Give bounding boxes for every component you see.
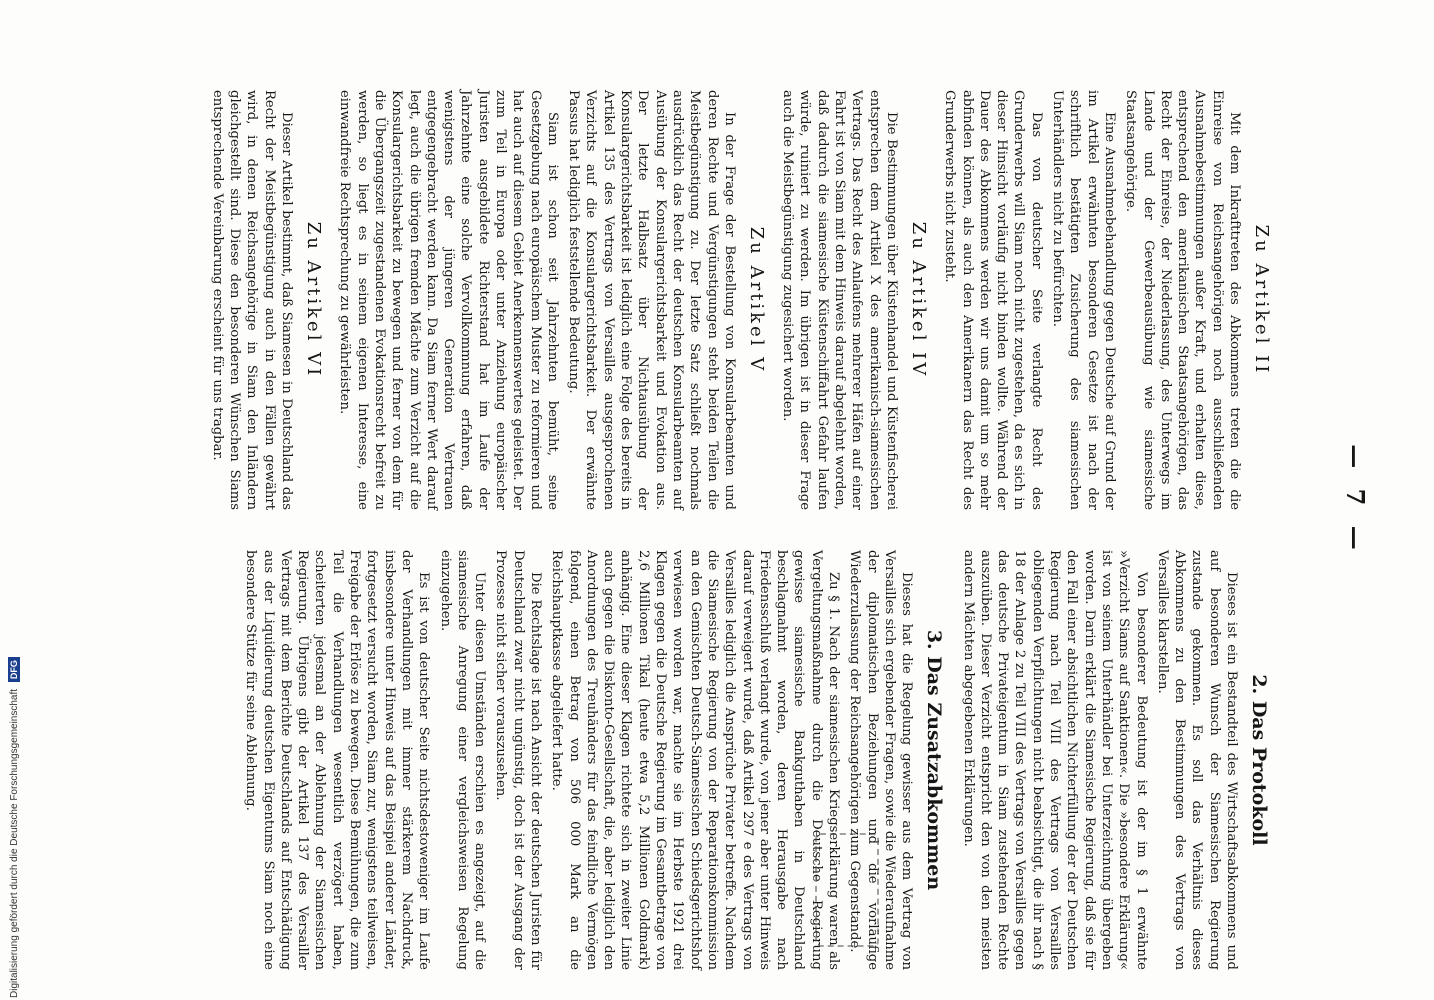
paragraph: Dieses hat die Regelung gewisser aus dem Vertrag von Versailles sich ergebender Fragen, sowie die Wiederaufnahme der diplomatischen Beziehungen und die vorläufige Wiederzulassung der Reichsangehörigen zum Gegenstande. bbox=[847, 550, 915, 970]
paragraph: Eine Ausnahmebehandlung gegen Deutsche auf Grund der im Artikel erwähnten besonderen Gesetze ist nach der schriftlich bestätigten Zusicherung des siamesischen Unterhändlers nicht zu befürchten. bbox=[1050, 90, 1117, 510]
paragraph: Die Rechtslage ist nach Ansicht der deutschen Juristen für Deutschland zwar nicht ungünstig, doch ist der Ausgang der Prozesse nicht sicher vorauszusehen. bbox=[493, 550, 544, 970]
paragraph: Unter diesen Umständen erschien es angezeigt, auf die siamesische Anregung einer vergleichsweisen Regelung einzugehen. bbox=[437, 550, 488, 970]
paragraph: Es ist von deutscher Seite nichtsdestoweniger im Laufe der Verhandlungen mit immer stärkerem Nachdruck, insbesondere unter Hinweis auf das Beispiel anderer Länder, fortgesetzt versucht worden, Siam zur, wenigstens teilweisen, Freigabe der Erlöse zu bewegen. Diese Bemühungen, die zum Teil die Verhandlungen wesentlich verzögert haben, scheiterten jedesmal an der Ablehnung der Siamesischen Regierung. Übrigens gibt der Artikel 137 des Versailler Vertrags mit dem Berichte Deutschlands auf Entschädigung aus der Liquidierung deutschen Eigentums Siam noch eine besondere Stütze für seine Ablehnung. bbox=[243, 550, 432, 970]
page-number: — 7 — bbox=[1341, 444, 1370, 556]
paragraph: Siam ist schon seit Jahrzehnten bemüht, seine Gesetzgebung nach europäischem Muster zu reformieren und hat auch auf diesem Gebiet Anerkennenswertes geleistet. Der zum Teil in Europa oder unter Anziehung europäischer Juristen ausgebildete Richterstand hat im Laufe der Jahrzehnte eine solche Vervollkommnung erfahren, daß wenigstens der jüngeren Generation Vertrauen entgegengebracht werden kann. Da Siam ferner Wert darauf legt, auch die übrigen fremden Mächte zum Verzicht auf die Konsulargerichtsbarkeit zu bewegen und ferner von dem für die Übergangszeit zugestandenen Evokationsrecht befreit zu werden, so liegt es in seinem eigenen Interesse, eine einwandfreie Rechtsprechung zu gewährleisten. bbox=[337, 90, 560, 510]
paragraph: Zu § 1. Nach der siamesischen Kriegserklärung waren als Vergeltungsmaßnahme durch die Deutsche Regierung gewisse siamesische Bankguthaben in Deutschland beschlagnahmt worden, deren Herausgabe nach Friedensschluß verlangt wurde, von jener aber unter Hinweis darauf verweigert wurde, daß Artikel 297 e des Vertrags von Versailles lediglich die Ansprüche Privater betreffe. Nachdem die Siamesische Regierung von der Reparationskommission an den Gemischten Deutsch-Siamesischen Schiedsgerichtshof verwiesen worden war, machte sie im Herbste 1921 drei Klagen gegen die Deutsche Regierung im Gesamtbetrage von 2,6 Millionen Tikal (heute etwa 5,2 Millionen Goldmark) anhängig. Eine dieser Klagen richtete sich in zweiter Linie auch gegen die Diskonto-Gesellschaft, die, aber lediglich den Anordnungen des Treuhänders für das feindliche Vermögen folgend, einen Betrag von 506 000 Mark an die Reichshauptkasse abgeliefert hatte. bbox=[549, 550, 842, 970]
paragraph: Mit dem Inkrafttreten des Abkommens treten die die Einreise von Reichsangehörigen noch ausschließenden Ausnahmebestimmungen außer Kraft, und erhalten diese, entsprechend den amerikanischen Staatsangehörigen, das Recht der Einreise, der Niederlassung, des Unterwegs im Lande und der Gewerbeausübung wie siamesische Staatsangehörige. bbox=[1123, 90, 1242, 510]
paragraph: Dieser Artikel bestimmt, daß Siamesen in Deutschland das Recht der Meistbegünstigung auch in den Fällen gewährt wird, in denen Reichsangehörige in Siam den Inländern gleichgestellt sind. Diese den besonderen Wünschen Siams entsprechende Vereinbarung erscheint für uns tragbar. bbox=[209, 90, 295, 510]
article-v-heading: Zu Artikel V bbox=[745, 226, 767, 374]
library-stamp bbox=[815, 833, 879, 947]
right-column bbox=[238, 550, 1284, 970]
protokoll-heading: 2. Das Protokoll bbox=[1248, 674, 1270, 846]
paragraph: Die Bestimmungen über Küstenhandel und Küstenfischerei entsprechen dem Artikel X des amerikanisch-siamesischen Vertrags. Das Recht des Anlaufens mehrerer Häfen auf einer Fahrt ist von Siam mit dem Hinweis darauf abgelehnt worden, daß dadurch die siamesische Küstenschiffahrt Gefahr laufen würde, ruiniert zu werden. Im übrigen ist in dieser Frage auch die Meistbegünstigung zugesichert worden. bbox=[780, 90, 899, 510]
paragraph: In der Frage der Bestellung von Konsularbeamten und deren Rechte und Vergünstigungen steht beiden Teilen die Meistbegünstigung zu. Der letzte Satz schließt nochmals ausdrücklich das Recht der deutschen Konsularbeamten auf Ausübung der Konsulargerichtsbarkeit und Evokation aus. Der letzte Halbsatz über Nichtausübung der Konsulargerichtsbarkeit ist lediglich eine Folge des bereits in Artikel 135 des Vertrags von Versailles ausgesprochenen Verzichts auf die Konsulargerichtsbarkeit. Der erwähnte Passus hat lediglich feststellende Bedeutung. bbox=[566, 90, 737, 510]
paragraph: Das von deutscher Seite verlangte Recht des Grunderwerbs will Siam noch nicht zugestehen, da es sich in dieser Hinsicht vorläufig nicht binden wollte. Während der Dauer des Abkommens werden wir uns damit um so mehr abfinden können, als auch den Amerikanern das Recht des Grunderwerbs nicht zusteht. bbox=[942, 90, 1044, 510]
dfg-logo-icon: DFG bbox=[8, 657, 20, 682]
left-column bbox=[205, 90, 1284, 510]
zusatzabkommen-heading: 3. Das Zusatzabkommen bbox=[923, 629, 946, 891]
paragraph: Dieses ist ein Bestandteil des Wirtschaftsabkommens und auf besonderen Wunsch der Siamesischen Regierung zustande gekommen. Es soll das Verhältnis dieses Abkommens zu den Bestimmungen des Vertrags von Versailles klarstellen. bbox=[1154, 550, 1239, 970]
article-ii-heading: Zu Artikel II bbox=[1251, 224, 1272, 376]
credit-text: Digitalisierung gefördert durch die Deutsche Forschungsgemeinschaft bbox=[9, 688, 20, 998]
paragraph: Von besonderer Bedeutung ist der im § 1 erwähnte »Verzicht Siams auf Sanktionen«. Die »besondere Erklärung« ist von seinem Unterhändler bei Unterzeichnung übergeben worden. Darin erklärt die Siamesische Regierung, daß sie für den Fall einer absichtlichen Nichterfüllung der der Deutschen Regierung nach Teil VIII des Vertrags von Versailles obliegenden Verpflichtungen nicht beabsichtigt, die ihr nach § 18 der Anlage 2 zu Teil VIII des Vertrags von Versailles gegen das deutsche Privateigentum in Siam zustehenden Rechte auszuüben. Dieser Verzicht entspricht den von den meisten andern Mächten abgegebenen Erklärungen. bbox=[960, 550, 1149, 970]
digitization-credit bbox=[8, 598, 20, 998]
article-iv-heading: Zu Artikel IV bbox=[907, 221, 929, 379]
article-vi-heading: Zu Artikel VI bbox=[303, 221, 325, 379]
